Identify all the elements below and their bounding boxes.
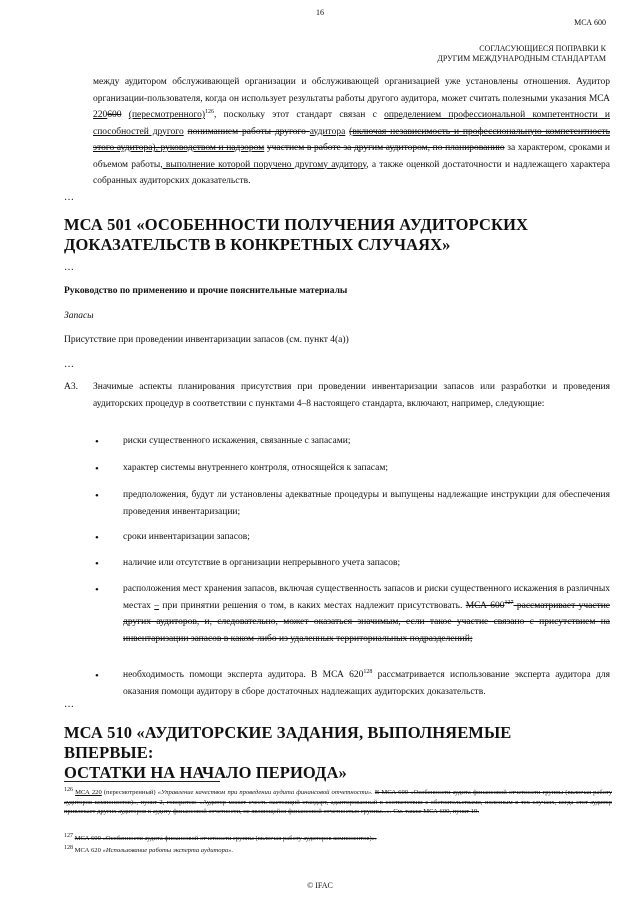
deleted-text: участием в работе за другим аудитором, по планированию	[266, 143, 505, 153]
footnote-text: (пересмотренный)	[101, 789, 158, 796]
inserted-text: определением профессиональной компетентности и способностей другого	[93, 110, 611, 137]
deleted-text: МСА 600	[465, 600, 505, 611]
section-501-title	[64, 215, 604, 255]
inserted-text: –	[154, 600, 160, 611]
bullet-item	[123, 667, 610, 700]
bullet-glyph: •	[95, 670, 99, 682]
header-subtitle-line-2: ДРУГИМ МЕЖДУНАРОДНЫМ СТАНДАРТАМ	[437, 54, 606, 63]
bullet-item	[123, 581, 610, 647]
page-number: 16	[316, 8, 324, 17]
section-501-title-line-1: МСА 501 «ОСОБЕННОСТИ ПОЛУЧЕНИЯ АУДИТОРСКИХ	[64, 215, 529, 234]
bullet-item: характер системы внутреннего контроля, относящейся к запасам;	[123, 463, 388, 473]
footnote-text: «Использование работы эксперта аудитора».	[102, 847, 234, 854]
footnote-ref-128[interactable]: 128	[363, 668, 373, 675]
paragraph-number-a3: A3.	[64, 382, 78, 392]
guidance-heading: Руководство по применению и прочие пояснительные материалы	[64, 286, 348, 296]
bullet-glyph: •	[95, 584, 99, 596]
footnote-ref-126[interactable]: 126	[205, 108, 215, 115]
section-510-title-line-1: МСА 510 «АУДИТОРСКИЕ ЗАДАНИЯ, ВЫПОЛНЯЕМЫЕ ВПЕРВЫЕ:	[64, 723, 512, 762]
bullet-item: наличие или отсутствие в организации непрерывного учета запасов;	[123, 558, 401, 568]
header-subtitle	[437, 44, 606, 64]
intro-text: , а также оценкой достаточности и надлежащего характера собранных аудиторских доказательств.	[93, 159, 610, 186]
deleted-text: рассматривает участие других аудиторов, и, следовательно, может оказаться значимым, если такое участие связано с присутствием на инвентаризации запасов в каком-либо из удаленных территориальных подразделений;	[123, 600, 611, 644]
bullet-glyph: •	[95, 532, 99, 544]
footnote-number: 127	[64, 832, 73, 839]
bullet-glyph: •	[95, 463, 99, 475]
bullet-item: риски существенного искажения, связанные с запасами;	[123, 436, 351, 446]
ellipsis: …	[64, 262, 74, 273]
footnote-number: 128	[64, 844, 73, 851]
bullet-text: при принятии решения о том, в каких местах надлежит присутствовать.	[159, 600, 466, 611]
inventory-heading: Запасы	[64, 311, 94, 321]
bullet-glyph: •	[95, 436, 99, 448]
footnote-128	[64, 846, 612, 856]
deleted-text: пониманием работы другого	[187, 126, 310, 137]
footnote-text: МСА 620	[74, 847, 103, 854]
inventory-subheading: Присутствие при проведении инвентаризации запасов (см. пункт 4(a))	[64, 335, 349, 345]
inserted-text: 220	[93, 110, 108, 120]
page-footer: © IFAC	[307, 881, 333, 890]
inserted-text: , выполнение которой поручено другому аудитору	[160, 159, 367, 170]
ellipsis: …	[64, 699, 74, 710]
deleted-text: В МСА 600 «Особенности аудита финансовой отчетности группы (включая работу аудиторов компонентов)», пункт 2, говорится: «Аудитор может счесть настоящий стандарт, адаптированный в соответствии с обстоятельствами, полезным в тех случаях, когда этот аудитор привлекает других аудиторов к аудиту финансовой отчетности, не являющейся финансовой отчетностью группы...». См. также МСА 600, пункт 19.	[64, 789, 612, 815]
deleted-inserted-text: (включая независимость и профессиональную компетентность этого аудитора), руководством и надзором	[93, 126, 611, 153]
inserted-text: МСА 220	[75, 789, 102, 796]
ellipsis: …	[64, 359, 74, 370]
header-standard-code: МСА 600	[574, 18, 606, 27]
bullet-text: необходимость помощи эксперта аудитора. В МСА 620	[123, 670, 364, 680]
footnote-127	[64, 834, 612, 844]
bullet-glyph: •	[95, 558, 99, 570]
paragraph-a3-text: Значимые аспекты планирования присутствия при проведении инвентаризации запасов или разработки и проведения аудиторских процедур в соответствии с пунктами 4–8 настоящего стандарта, включают, например, следующие:	[93, 382, 610, 409]
intro-text	[122, 110, 129, 120]
intro-text: , поскольку этот стандарт связан с	[214, 110, 385, 120]
deleted-text: 600	[107, 110, 122, 120]
intro-text: за характером, сроками и объемом работы	[93, 143, 611, 170]
bullet-item: предположения, будут ли установлены адекватные процедуры и выпущены надлежащие инструкции для обеспечения проведения инвентаризации;	[123, 490, 610, 517]
footnote-text: «Управление качеством при проведении аудита финансовой отчетности».	[157, 789, 373, 796]
footnote-ref-127[interactable]: 127	[504, 599, 514, 606]
section-501-title-line-2: ДОКАЗАТЕЛЬСТВ В КОНКРЕТНЫХ СЛУЧАЯХ»	[64, 235, 451, 254]
ellipsis: …	[64, 192, 74, 203]
deleted-text: МСА 600 «Особенности аудита финансовой отчетности группы (включая работу аудиторов компонентов)».	[74, 835, 377, 842]
footnote-126	[64, 788, 612, 817]
section-510-title-line-2: ОСТАТКИ НА НАЧАЛО ПЕРИОДА»	[64, 763, 347, 782]
intro-paragraph	[93, 74, 610, 190]
inserted-text: аудитора	[309, 126, 346, 137]
bullet-glyph: •	[95, 490, 99, 502]
bullet-text: рассматривается использование эксперта аудитора для оказания помощи аудитору в сборе достаточных надлежащих аудиторских доказательств.	[123, 670, 610, 697]
footnote-number: 126	[64, 786, 73, 793]
bullet-text: расположения мест хранения запасов, включая существенность запасов и риски существенного искажения в различных местах	[123, 584, 610, 611]
section-510-title	[64, 723, 604, 783]
footnote-separator	[64, 781, 220, 782]
intro-text: между аудитором обслуживающей организации и обслуживающей организацией уже установлены отношения. Аудитор организации-пользователя, когда он использует результаты работы другого аудитора, может считать полезными указания МСА	[93, 77, 610, 104]
inserted-text: (пересмотренного)	[128, 110, 206, 120]
bullet-item: сроки инвентаризации запасов;	[123, 532, 250, 542]
header-subtitle-line-1: СОГЛАСУЮЩИЕСЯ ПОПРАВКИ К	[479, 44, 606, 53]
